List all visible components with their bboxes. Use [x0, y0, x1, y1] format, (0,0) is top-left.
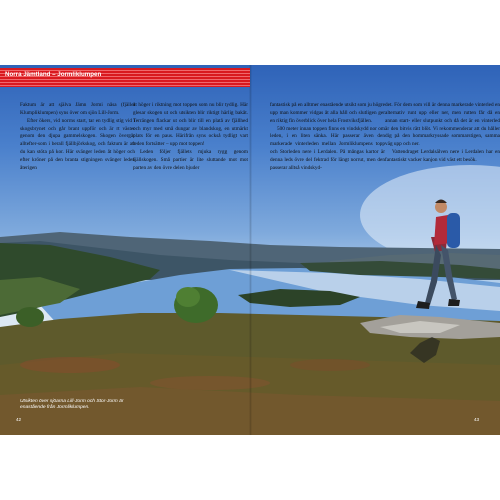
page-number-left: 42 [16, 417, 22, 422]
text-column-4 [385, 102, 500, 165]
paragraph: åt höger i riktning mot toppen som nu blir tydlig. Här glesar skogen ut och utsikten blir riktigt härlig bakåt. Terrängen flackar ut och blir till en platå av fjällhed och myr med små dungar av blandskog, en utmärkt plats för en paus. Härifrån syns också tydligt vart leden fortsätter – upp mot toppen! [133, 102, 248, 148]
book-spread [0, 65, 500, 435]
paragraph: Vattendraget Lerdalsälven nere i Lerdalen har en fantastiskt vacker kanjon vid väst ett besök. [385, 149, 500, 163]
text-column-2 [133, 102, 248, 173]
paragraph: Leden följer fjällets mjuka rygg genom fjällskogen. Små partier är lite sluttande mot mot parten av den övre delen bjuder [133, 149, 248, 171]
page-number-right: 43 [474, 417, 480, 422]
spine-gutter [249, 65, 252, 435]
text-column-1 [20, 102, 135, 173]
paragraph: 500 meter innan toppen finns en vindskydd nor om leden, i en liten sänka. Här passerar även den markerade vinterleden mellan Jormliklumpens topp och Storleden nere i Lerdalen. På mångas kartor är denna leds övre del fektrad för längt norrut, men den passerar alltså vindskyd- [270, 125, 385, 171]
paragraph: Faktum är att själva Jämn Jormi nåsa (fjället Klumpliklumpen) syns över om sjön Lill-Jorm. [20, 102, 135, 116]
photo-caption: Utsikten över sjöarna Lill-Jorm och Stor-Jorm är enastående från Jormliklumpen. [20, 399, 124, 410]
paragraph: fantastisk på en alltmer enastående utsikt som ju högre upp man kommer vidgas åt alla håll och slutligen ger en riktig fin överblick över hela Frostviksfjällen. [270, 102, 385, 124]
section-banner [0, 68, 250, 87]
text-column-3 [270, 102, 385, 173]
paragraph: Efter ökers, vid norrns start, tar en tydlig stig vid i skogsbrynet och går brant uppför och är rt väster genom den djupa gammelskogen. Skogen övergår alltefter-som i berall fjällbjörkskog, och faktum är att du kan stöta på kor. Här svänger leden åt höger och efter kröner på den branta stigningen svänger leden återigen [20, 117, 135, 171]
section-title: Norra Jämtland – Jormliklumpen [5, 71, 102, 78]
paragraph: det. För dem som vill är denna markerade vinterled en alternativ runt upp eller ner, men rutten får då en annan start- eller slutpunkt och då det är en vinterled är den bitvis rätt blöt. Vi rekommenderar att du håller dig på den hommarkryssade sommarstigen, samma väg upp och ner. [385, 102, 500, 148]
